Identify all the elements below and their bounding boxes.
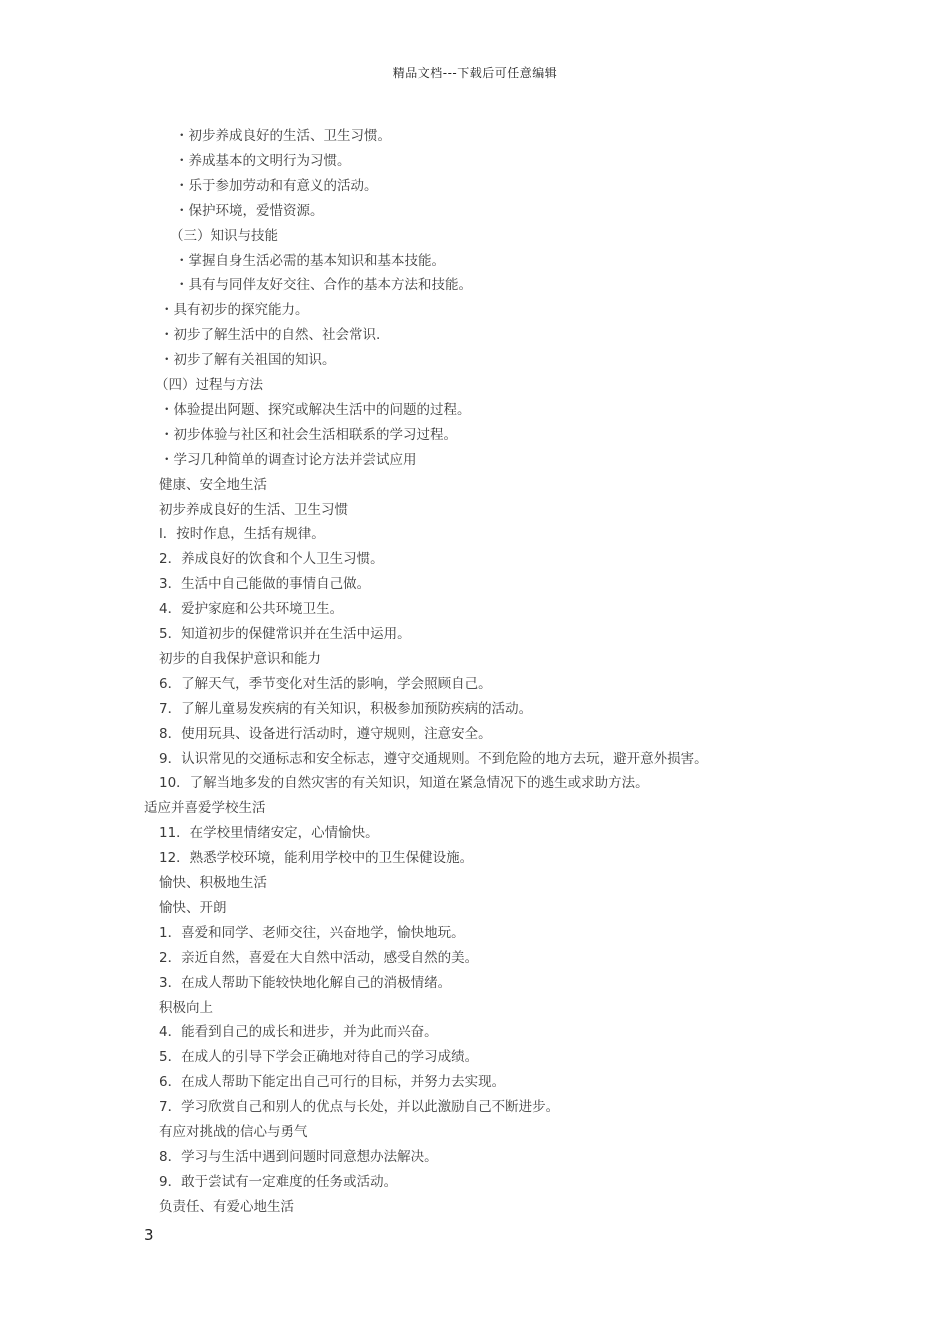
text-line: 4．爱护家庭和公共环境卫生。 [159,601,344,618]
text-line: 4．能看到自己的成长和进步，并为此而兴奋。 [159,1024,438,1041]
text-line: 3．生活中自己能做的事情自己做。 [159,576,371,593]
text-line: 12．熟悉学校环境，能利用学校中的卫生保健设施。 [159,850,474,867]
text-line: ・乐于参加劳动和有意义的活动。 [175,177,378,194]
text-line: 初步的自我保护意识和能力 [159,650,321,667]
text-line: 适应并喜爱学校生活 [144,800,266,817]
text-line: 9．认识常见的交通标志和安全标志，遵守交通规则。不到危险的地方去玩，避开意外损害。 [159,750,708,767]
text-line: 初步养成良好的生活、卫生习惯 [159,501,348,518]
text-line: 5．知道初步的保健常识并在生活中运用。 [159,626,411,642]
text-line: ・具有初步的探究能力。 [160,302,309,319]
text-line: 7．了解儿童易发疾病的有关知识，积极参加预防疾病的活动。 [159,700,533,717]
text-line: ・保护环境，爱惜资源。 [175,202,324,219]
text-line: 8．使用玩具、设备进行活动时，遵守规则，注意安全。 [159,725,492,742]
text-line: ・体验提出阿题、探究或解决生活中的问题的过程。 [160,401,471,418]
text-line: 愉快、积极地生活 [159,875,267,891]
text-line: 8．学习与生活中遇到问题时同意想办法解决。 [159,1148,438,1165]
text-line: ・初步养成良好的生活、卫生习惯。 [175,128,391,144]
text-line: （四）过程与方法 [155,377,263,393]
text-line: ・掌握自身生活必需的基本知识和基本技能。 [175,252,445,269]
text-line: ・初步体验与社区和社会生活相联系的学习过程。 [160,426,457,443]
text-line: 2．养成良好的饮食和个人卫生习惯。 [159,551,384,568]
text-line: l．按时作息，生括有规律。 [159,526,325,543]
text-line: 有应对挑战的信心与勇气 [159,1124,308,1140]
page-number: 3 [144,1226,154,1244]
text-line: （三）知识与技能 [170,227,278,244]
text-line: 11．在学校里情绪安定，心情愉快。 [159,825,379,842]
text-line: 6．在成人帮助下能定出自己可行的目标，并努力去实现。 [159,1074,506,1091]
text-line: 2．亲近自然，喜爱在大自然中活动，感受自然的美。 [159,949,479,966]
text-line: 健康、安全地生活 [159,476,267,493]
text-line: 3．在成人帮助下能较快地化解自己的消极情绪。 [159,974,452,991]
text-line: ・具有与同伴友好交往、合作的基本方法和技能。 [175,277,472,294]
text-line: 1．喜爱和同学、老师交往，兴奋地学，愉快地玩。 [159,924,465,941]
text-line: ・养成基本的文明行为习惯。 [175,152,351,169]
text-line: 5．在成人的引导下学会正确地对待自己的学习成绩。 [159,1049,479,1066]
text-line: ・初步了解有关祖国的知识。 [160,352,336,369]
text-line: 7．学习欣赏自己和别人的优点与长处，并以此激励自己不断进步。 [159,1099,560,1116]
text-line: 愉快、开朗 [159,899,227,916]
text-line: 6．了解天气，季节变化对生活的影响，学会照顾自己。 [159,675,492,692]
text-line: 积极向上 [159,999,213,1016]
text-line: 负责任、有爱心地生活 [159,1198,294,1215]
page-header: 精品文档---下载后可任意编辑 [392,66,558,80]
text-line: 10．了解当地多发的自然灾害的有关知识，知道在紧急情况下的逃生或求助方法。 [159,775,649,792]
text-line: 9．敢于尝试有一定难度的任务或活动。 [159,1173,398,1190]
text-line: ・初步了解生活中的自然、社会常识. [160,327,381,344]
text-line: ・学习几种简单的调查讨论方法并尝试应用 [160,451,417,468]
